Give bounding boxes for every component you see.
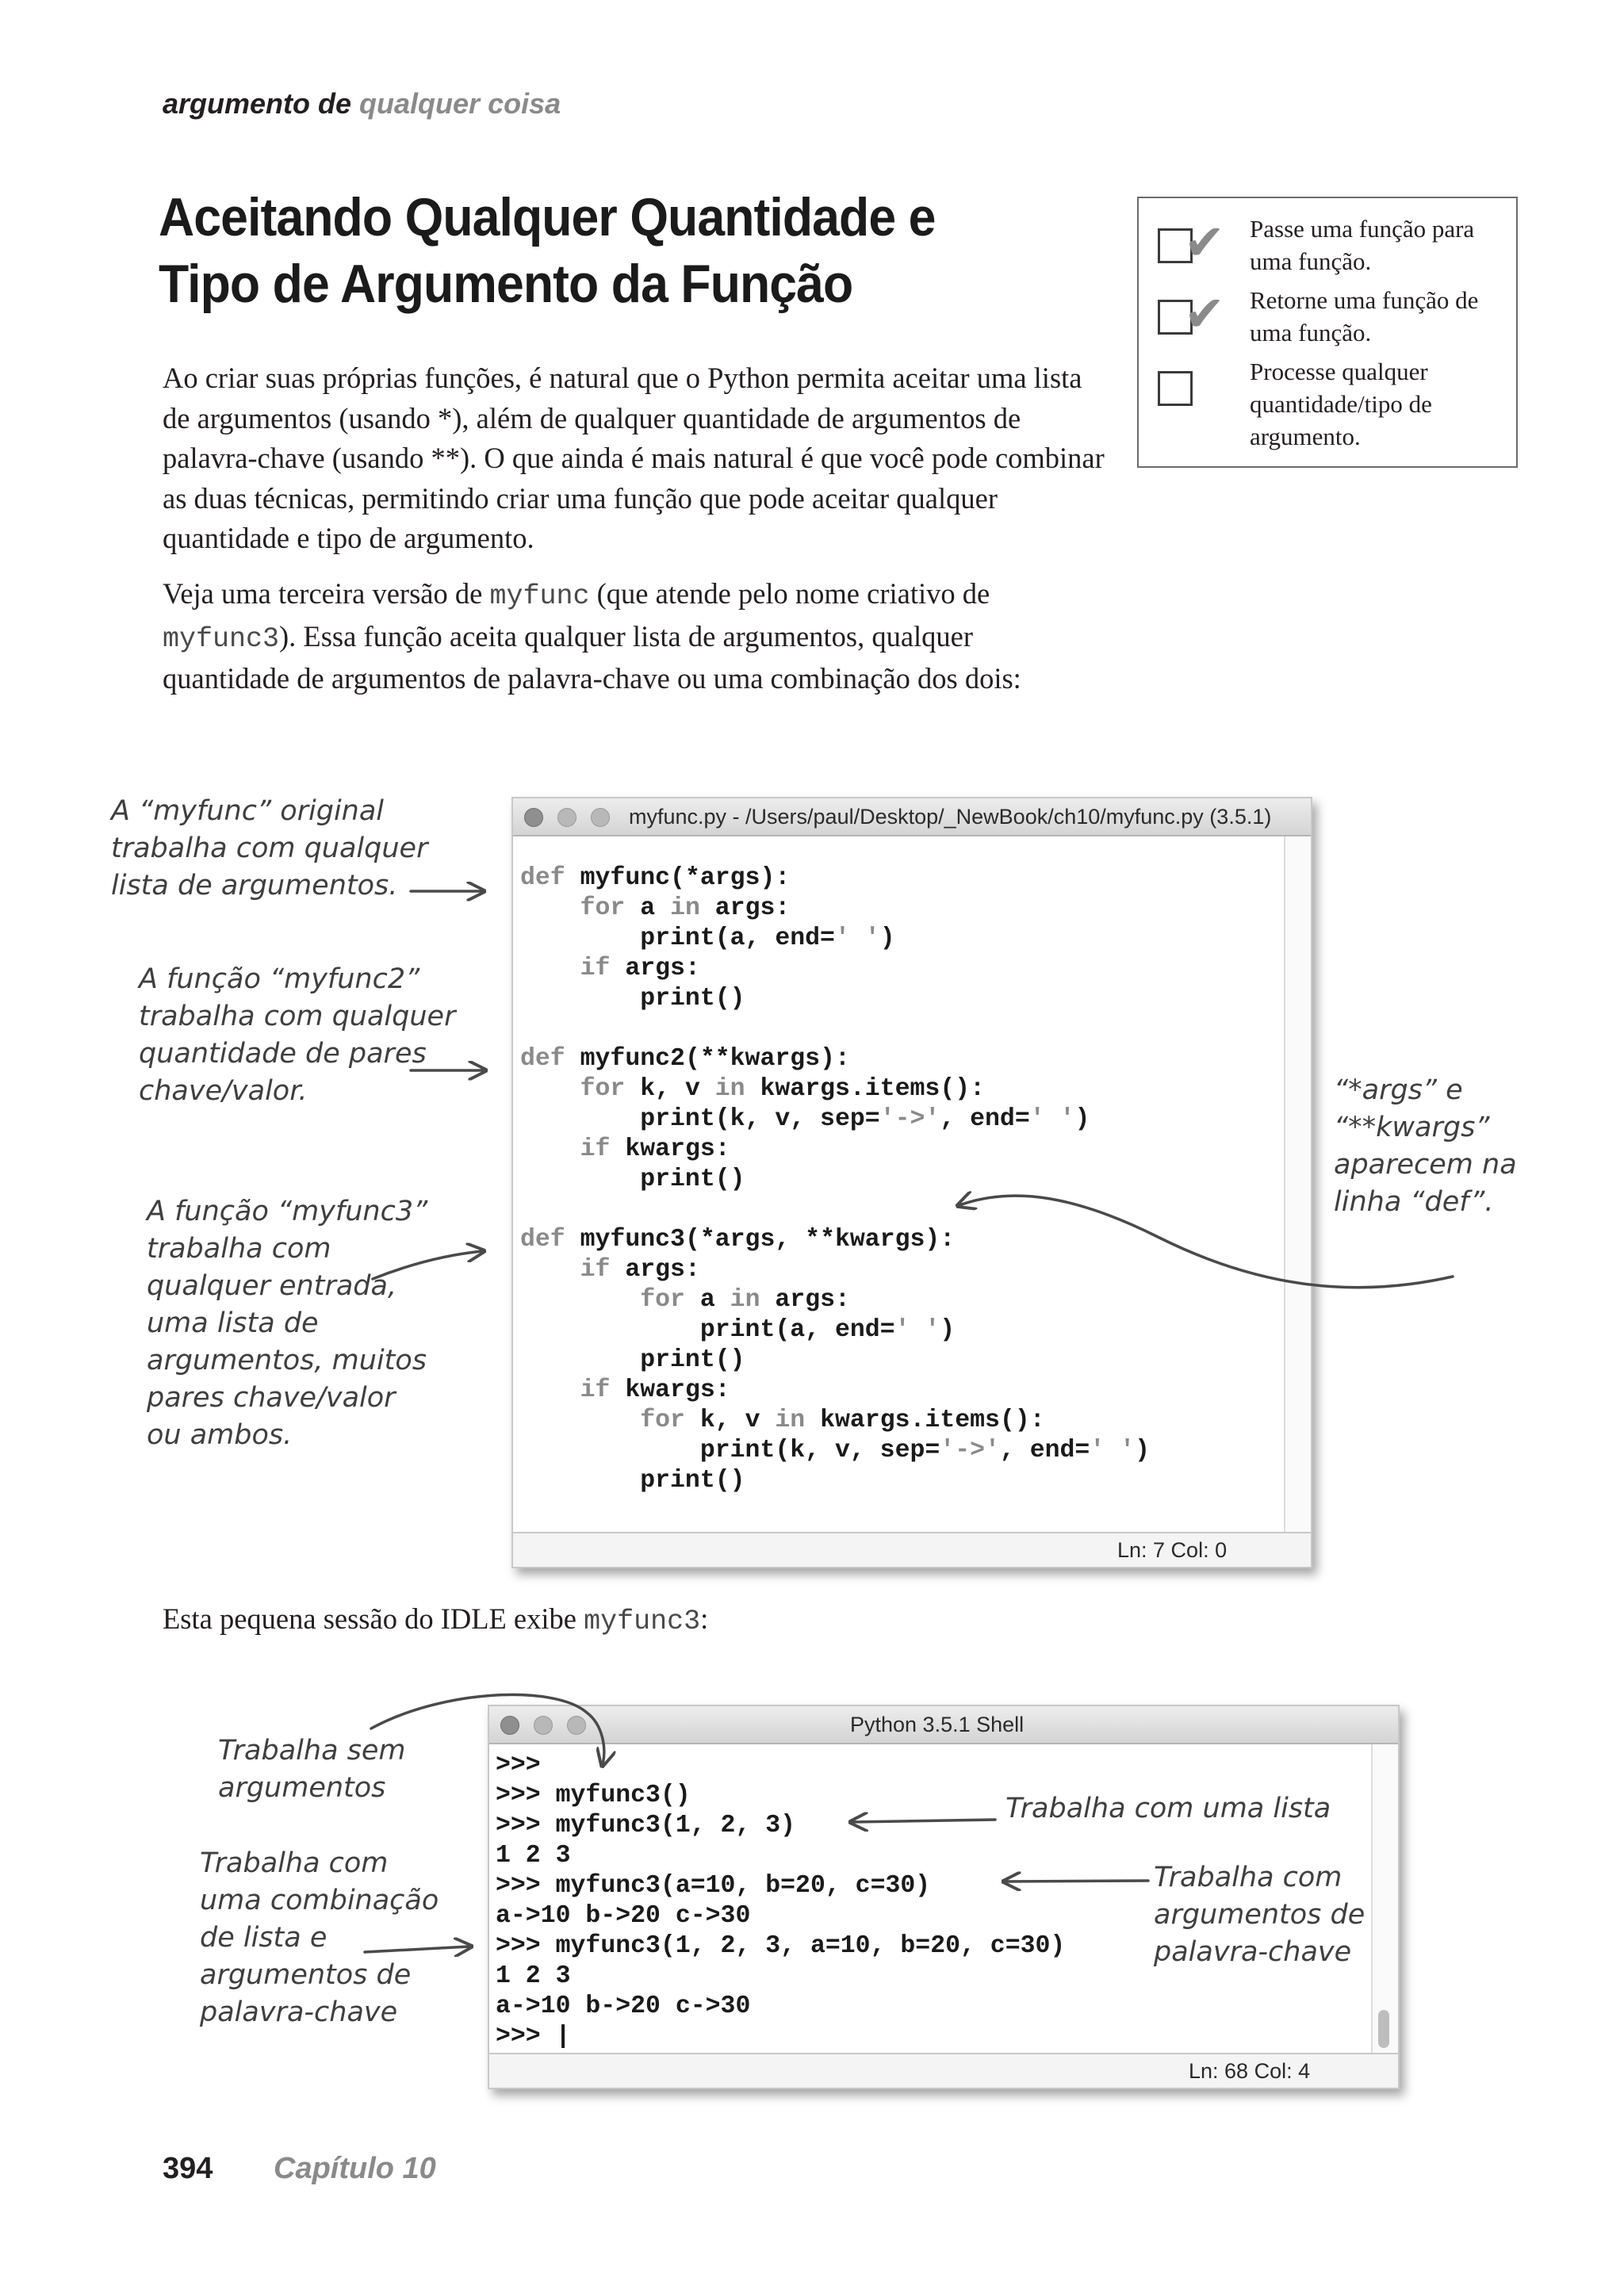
annotation-def-line: “*args” e “**kwargs” aparecem na linha “def”. [1334,1074,1517,1218]
shell-title: Python 3.5.1 Shell [850,1713,1025,1736]
title-line-2: Tipo de Argumento da Função [159,254,853,314]
annotation-myfunc: A “myfunc” original trabalha com qualquer lista de argumentos. [111,795,428,902]
arrow-to-no-args [371,1694,604,1764]
shell-line: >>> myfunc3(1, 2, 3, a=10, b=20, c=30) [496,1932,1066,1960]
shell-line: 1 2 3 [496,1842,571,1870]
shell-line: 1 2 3 [496,1962,571,1990]
annotation-myfunc2: A função “myfunc2” trabalha com qualquer quantidade de pares chave/valor. [139,963,456,1107]
shell-line: a->10 b->20 c->30 [496,1902,751,1930]
arrow-to-def-line [959,1196,1453,1288]
checkmark-icon: ✔ [1184,285,1225,343]
intro-paragraph-1: Ao criar suas próprias funções, é natural que o Python permita aceitar uma lista de argumentos (usando *), além de qualquer quantidade de argumentos de palavra-chave (usando **). O que ainda é mais natural é que você pode combinar as duas técnicas, permitindo criar uma função que pode aceitar qualquer quantidade e tipo de argumento. [163,362,1105,554]
annotation-no-args: Trabalha sem argumentos [218,1735,406,1804]
annotation-list: Trabalha com uma lista [1005,1793,1331,1824]
editor-title: myfunc.py - /Users/paul/Desktop/_NewBook/ch10/myfunc.py (3.5.1) [629,805,1272,829]
shell-line: a->10 b->20 c->30 [496,1992,751,2020]
session-code: myfunc3 [584,1606,701,1637]
p2-text-2: (que atende pelo nome criativo de [589,577,990,610]
editor-status: Ln: 7 Col: 0 [1117,1538,1228,1562]
annotation-myfunc3: A função “myfunc3” trabalha com qualquer entrada, uma lista de argumentos, muitos pares chave/valor ou ambos. [147,1196,428,1451]
annotation-keywords: Trabalha com argumentos de palavra-chave [1154,1862,1365,1968]
shell-line: >>> myfunc3() [496,1782,691,1809]
p2-code-1: myfunc [489,580,590,612]
p2-text-1: Veja uma terceira versão de [163,577,490,610]
chapter-label: Capítulo 10 [274,2152,436,2185]
running-head-grey: qualquer coisa [359,87,561,120]
page-number: 394 [163,2152,213,2185]
arrow-to-myfunc3 [373,1251,482,1279]
shell-line: >>> myfunc3(1, 2, 3) [496,1812,796,1839]
editor-code[interactable]: def myfunc(*args): for a in args: print(a, end=' ') if args: print() def myfunc2(**kwargs): for k, v in kwargs.items(): print(k, v, sep='->', end=' ') if kwargs: print() def myfunc3(*args, **kwargs): if args: for a in args: print(a, end=' ') print() if kwargs: for k, v in kwargs.items(): print(k, v, sep='->', end=' ') print() [520,864,1150,1495]
shell-prompt[interactable]: >>> | [496,2023,571,2050]
checkmark-icon: ✔ [1184,213,1225,271]
arrow-to-list [852,1820,995,1822]
arrow-to-combination [365,1947,469,1952]
running-head-bold: argumento de [163,87,352,120]
shell-status: Ln: 68 Col: 4 [1189,2059,1311,2083]
shell-line: >>> myfunc3(a=10, b=20, c=30) [496,1872,931,1900]
checklist-label: Processe qualquer quantidade/tipo de argumento. [1250,358,1432,450]
checklist-label: Retorne uma função de uma função. [1250,286,1479,346]
checklist-label: Passe uma função para uma função. [1250,215,1475,275]
shell-line: >>> [496,1751,541,1779]
p2-text-3: ). Essa função aceita qualquer lista de argumentos, qualquer quantidade de argumentos de palavra-chave ou uma combinação dos dois: [163,619,1021,695]
session-text-2: : [700,1602,709,1635]
p2-code-2: myfunc3 [163,622,280,655]
annotation-combination: Trabalha com uma combinação de lista e argumentos de palavra-chave [200,1847,439,2028]
title-line-1: Aceitando Qualquer Quantidade e [159,187,936,247]
session-text-1: Esta pequena sessão do IDLE exibe [163,1602,584,1635]
